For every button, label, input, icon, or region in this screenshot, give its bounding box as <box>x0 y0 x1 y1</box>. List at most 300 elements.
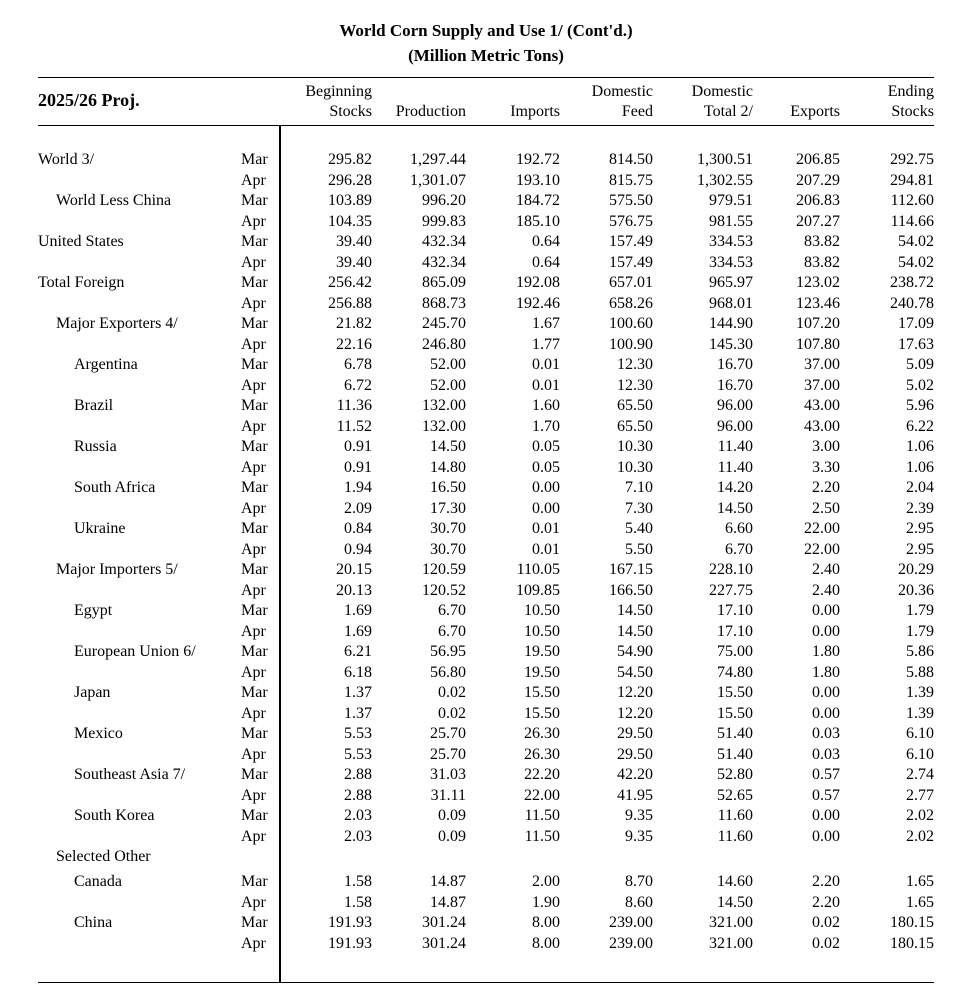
cell-value: 12.30 <box>617 376 653 394</box>
top-rule <box>38 77 934 78</box>
month-label: Mar <box>241 807 268 824</box>
month-label: Apr <box>241 893 266 911</box>
cell-value: 1.37 <box>344 704 372 722</box>
cell-value: 10.30 <box>617 438 653 455</box>
cell-value: 2.88 <box>344 766 372 783</box>
cell-value: 83.82 <box>804 253 840 271</box>
cell-value: 39.40 <box>336 233 372 250</box>
table-row <box>0 642 968 662</box>
cell-value: 296.28 <box>328 171 372 189</box>
cell-value: 6.70 <box>725 540 753 558</box>
cell-value: 192.46 <box>516 294 560 312</box>
cell-value: 1.67 <box>532 315 560 332</box>
cell-value: 1,300.51 <box>697 151 753 168</box>
row-label: World 3/ <box>38 151 95 168</box>
row-label: South Africa <box>74 479 156 496</box>
table-row <box>0 581 968 601</box>
column-header-line1: Ending <box>887 83 934 100</box>
month-label: Mar <box>241 479 268 496</box>
cell-value: 0.02 <box>438 684 466 701</box>
cell-value: 15.50 <box>524 704 560 722</box>
month-label: Apr <box>241 212 266 230</box>
cell-value: 20.13 <box>336 581 372 599</box>
cell-value: 256.42 <box>328 274 372 291</box>
row-label: Brazil <box>74 397 114 414</box>
cell-value: 1.06 <box>906 458 934 476</box>
cell-value: 0.03 <box>812 745 840 763</box>
table-row <box>0 417 968 437</box>
table-title: World Corn Supply and Use 1/ (Cont'd.) <box>339 21 633 40</box>
column-header <box>824 82 934 122</box>
cell-value: 245.70 <box>422 315 466 332</box>
table-row <box>0 893 968 913</box>
cell-value: 294.81 <box>890 171 934 189</box>
month-label: Apr <box>241 253 266 271</box>
cell-value: 6.10 <box>906 745 934 763</box>
cell-value: 238.72 <box>890 274 934 291</box>
cell-value: 0.01 <box>532 376 560 394</box>
cell-value: 29.50 <box>617 725 653 742</box>
cell-value: 9.35 <box>625 827 653 845</box>
month-label: Mar <box>241 766 268 783</box>
cell-value: 56.95 <box>430 643 466 660</box>
cell-value: 0.03 <box>812 725 840 742</box>
cell-value: 968.01 <box>709 294 753 312</box>
cell-value: 5.96 <box>906 397 934 414</box>
cell-value: 0.09 <box>438 827 466 845</box>
cell-value: 11.60 <box>717 807 753 824</box>
cell-value: 0.64 <box>532 253 560 271</box>
cell-value: 123.02 <box>796 274 840 291</box>
cell-value: 0.01 <box>532 356 560 373</box>
cell-value: 17.63 <box>898 335 934 353</box>
cell-value: 1.65 <box>906 873 934 890</box>
cell-value: 107.80 <box>796 335 840 353</box>
cell-value: 2.00 <box>532 873 560 890</box>
cell-value: 14.50 <box>717 893 753 911</box>
cell-value: 6.72 <box>344 376 372 394</box>
cell-value: 2.03 <box>344 827 372 845</box>
table-row <box>0 847 968 867</box>
cell-value: 814.50 <box>609 151 653 168</box>
column-header <box>543 82 653 122</box>
table-row <box>0 786 968 806</box>
table-row <box>0 934 968 954</box>
column-header-line1: Domestic <box>591 83 653 100</box>
cell-value: 114.66 <box>890 212 934 230</box>
table-row <box>0 724 968 744</box>
cell-value: 104.35 <box>328 212 372 230</box>
cell-value: 29.50 <box>617 745 653 763</box>
cell-value: 432.34 <box>422 253 466 271</box>
cell-value: 321.00 <box>709 934 753 952</box>
cell-value: 1.58 <box>344 873 372 890</box>
cell-value: 54.50 <box>617 663 653 681</box>
table-row <box>0 294 968 314</box>
cell-value: 8.00 <box>532 914 560 931</box>
table-row <box>0 314 968 334</box>
cell-value: 1,297.44 <box>410 151 466 168</box>
cell-value: 206.85 <box>796 151 840 168</box>
cell-value: 0.94 <box>344 540 372 558</box>
month-label: Mar <box>241 274 268 291</box>
cell-value: 54.02 <box>898 233 934 250</box>
cell-value: 0.00 <box>812 602 840 619</box>
table-row <box>0 232 968 252</box>
cell-value: 112.60 <box>890 192 934 209</box>
cell-value: 1.39 <box>906 684 934 701</box>
month-label: Mar <box>241 233 268 250</box>
month-label: Mar <box>241 520 268 537</box>
cell-value: 2.40 <box>812 561 840 578</box>
table-row <box>0 212 968 232</box>
cell-value: 292.75 <box>890 151 934 168</box>
cell-value: 0.02 <box>812 934 840 952</box>
cell-value: 2.02 <box>906 807 934 824</box>
cell-value: 184.72 <box>516 192 560 209</box>
cell-value: 120.52 <box>422 581 466 599</box>
cell-value: 166.50 <box>609 581 653 599</box>
cell-value: 120.59 <box>422 561 466 578</box>
column-header-line1: Domestic <box>691 83 753 100</box>
cell-value: 11.50 <box>524 807 560 824</box>
cell-value: 132.00 <box>422 397 466 414</box>
cell-value: 2.77 <box>906 786 934 804</box>
cell-value: 2.04 <box>906 479 934 496</box>
cell-value: 54.02 <box>898 253 934 271</box>
month-label: Mar <box>241 438 268 455</box>
cell-value: 52.80 <box>717 766 753 783</box>
table-row <box>0 499 968 519</box>
cell-value: 65.50 <box>617 397 653 414</box>
cell-value: 17.10 <box>717 602 753 619</box>
cell-value: 16.70 <box>717 376 753 394</box>
cell-value: 110.05 <box>516 561 560 578</box>
cell-value: 11.40 <box>717 438 753 455</box>
cell-value: 157.49 <box>609 233 653 250</box>
cell-value: 14.50 <box>430 438 466 455</box>
cell-value: 2.20 <box>812 479 840 496</box>
month-label: Mar <box>241 561 268 578</box>
cell-value: 239.00 <box>609 934 653 952</box>
cell-value: 22.00 <box>804 540 840 558</box>
cell-value: 5.40 <box>625 520 653 537</box>
cell-value: 14.80 <box>430 458 466 476</box>
cell-value: 239.00 <box>609 914 653 931</box>
cell-value: 432.34 <box>422 233 466 250</box>
month-label: Apr <box>241 540 266 558</box>
cell-value: 2.88 <box>344 786 372 804</box>
month-label: Apr <box>241 171 266 189</box>
cell-value: 180.15 <box>890 934 934 952</box>
cell-value: 868.73 <box>422 294 466 312</box>
cell-value: 17.30 <box>430 499 466 517</box>
table-row <box>0 150 968 170</box>
cell-value: 41.95 <box>617 786 653 804</box>
cell-value: 6.70 <box>438 602 466 619</box>
cell-value: 2.39 <box>906 499 934 517</box>
cell-value: 1.39 <box>906 704 934 722</box>
cell-value: 658.26 <box>609 294 653 312</box>
cell-value: 1.94 <box>344 479 372 496</box>
table-row <box>0 273 968 293</box>
cell-value: 0.00 <box>812 827 840 845</box>
cell-value: 11.36 <box>336 397 372 414</box>
cell-value: 180.15 <box>890 914 934 931</box>
cell-value: 0.00 <box>812 704 840 722</box>
table-row <box>0 827 968 847</box>
cell-value: 0.00 <box>532 479 560 496</box>
cell-value: 0.05 <box>532 458 560 476</box>
cell-value: 192.72 <box>516 151 560 168</box>
cell-value: 123.46 <box>796 294 840 312</box>
month-label: Apr <box>241 458 266 476</box>
cell-value: 1.70 <box>532 417 560 435</box>
cell-value: 65.50 <box>617 417 653 435</box>
table-row <box>0 745 968 765</box>
table-row <box>0 560 968 580</box>
cell-value: 1.60 <box>532 397 560 414</box>
row-label: Russia <box>74 438 117 455</box>
month-label: Mar <box>241 684 268 701</box>
cell-value: 334.53 <box>709 233 753 250</box>
cell-value: 96.00 <box>717 417 753 435</box>
cell-value: 5.02 <box>906 376 934 394</box>
table-row <box>0 519 968 539</box>
cell-value: 865.09 <box>422 274 466 291</box>
cell-value: 145.30 <box>709 335 753 353</box>
cell-value: 26.30 <box>524 745 560 763</box>
cell-value: 246.80 <box>422 335 466 353</box>
cell-value: 83.82 <box>804 233 840 250</box>
month-label: Mar <box>241 914 268 931</box>
cell-value: 1.69 <box>344 602 372 619</box>
cell-value: 37.00 <box>804 356 840 373</box>
cell-value: 25.70 <box>430 745 466 763</box>
cell-value: 107.20 <box>796 315 840 332</box>
month-label: Apr <box>241 376 266 394</box>
month-label: Apr <box>241 581 266 599</box>
row-label: Selected Other <box>56 848 151 865</box>
cell-value: 0.91 <box>344 438 372 455</box>
row-label: Total Foreign <box>38 274 125 291</box>
cell-value: 31.03 <box>430 766 466 783</box>
cell-value: 0.84 <box>344 520 372 537</box>
cell-value: 965.97 <box>709 274 753 291</box>
cell-value: 6.70 <box>438 622 466 640</box>
cell-value: 51.40 <box>717 725 753 742</box>
table-row <box>0 704 968 724</box>
month-label: Apr <box>241 745 266 763</box>
cell-value: 12.20 <box>617 684 653 701</box>
cell-value: 6.21 <box>344 643 372 660</box>
cell-value: 815.75 <box>609 171 653 189</box>
cell-value: 8.00 <box>532 934 560 952</box>
period-label: 2025/26 Proj. <box>38 90 140 110</box>
cell-value: 2.02 <box>906 827 934 845</box>
cell-value: 96.00 <box>717 397 753 414</box>
cell-value: 228.10 <box>709 561 753 578</box>
cell-value: 0.02 <box>812 914 840 931</box>
cell-value: 207.29 <box>796 171 840 189</box>
cell-value: 14.50 <box>617 602 653 619</box>
cell-value: 16.70 <box>717 356 753 373</box>
row-label: European Union 6/ <box>74 643 196 660</box>
month-label: Apr <box>241 622 266 640</box>
month-label: Mar <box>241 151 268 168</box>
cell-value: 1.69 <box>344 622 372 640</box>
cell-value: 25.70 <box>430 725 466 742</box>
cell-value: 43.00 <box>804 417 840 435</box>
cell-value: 5.53 <box>344 745 372 763</box>
cell-value: 17.10 <box>717 622 753 640</box>
cell-value: 1.90 <box>532 893 560 911</box>
cell-value: 21.82 <box>336 315 372 332</box>
cell-value: 999.83 <box>422 212 466 230</box>
table-row <box>0 191 968 211</box>
cell-value: 191.93 <box>328 934 372 952</box>
cell-value: 22.16 <box>336 335 372 353</box>
cell-value: 0.05 <box>532 438 560 455</box>
cell-value: 0.00 <box>812 684 840 701</box>
month-label: Apr <box>241 663 266 681</box>
cell-value: 0.91 <box>344 458 372 476</box>
cell-value: 43.00 <box>804 397 840 414</box>
cell-value: 979.51 <box>709 192 753 209</box>
cell-value: 15.50 <box>717 684 753 701</box>
cell-value: 240.78 <box>890 294 934 312</box>
column-header-line2: Stocks <box>891 103 934 120</box>
cell-value: 5.86 <box>906 643 934 660</box>
month-label: Mar <box>241 192 268 209</box>
cell-value: 576.75 <box>609 212 653 230</box>
cell-value: 0.01 <box>532 540 560 558</box>
cell-value: 301.24 <box>422 934 466 952</box>
cell-value: 54.90 <box>617 643 653 660</box>
cell-value: 19.50 <box>524 663 560 681</box>
cell-value: 11.50 <box>524 827 560 845</box>
cell-value: 109.85 <box>516 581 560 599</box>
cell-value: 20.15 <box>336 561 372 578</box>
cell-value: 16.50 <box>430 479 466 496</box>
cell-value: 1,302.55 <box>697 171 753 189</box>
month-label: Mar <box>241 315 268 332</box>
cell-value: 227.75 <box>709 581 753 599</box>
row-label: Mexico <box>74 725 123 742</box>
cell-value: 52.65 <box>717 786 753 804</box>
cell-value: 52.00 <box>430 356 466 373</box>
cell-value: 10.30 <box>617 458 653 476</box>
cell-value: 0.09 <box>438 807 466 824</box>
table-row <box>0 601 968 621</box>
cell-value: 22.20 <box>524 766 560 783</box>
column-header-line1: Beginning <box>305 83 372 100</box>
cell-value: 103.89 <box>328 192 372 209</box>
cell-value: 2.20 <box>812 873 840 890</box>
cell-value: 7.30 <box>625 499 653 517</box>
column-header-line2: Stocks <box>329 103 372 120</box>
cell-value: 7.10 <box>625 479 653 496</box>
cell-value: 11.60 <box>717 827 753 845</box>
cell-value: 193.10 <box>516 171 560 189</box>
cell-value: 3.30 <box>812 458 840 476</box>
cell-value: 981.55 <box>709 212 753 230</box>
cell-value: 1.06 <box>906 438 934 455</box>
cell-value: 191.93 <box>328 914 372 931</box>
cell-value: 15.50 <box>717 704 753 722</box>
cell-value: 334.53 <box>709 253 753 271</box>
column-header-line2: Production <box>395 103 466 120</box>
cell-value: 207.27 <box>796 212 840 230</box>
cell-value: 75.00 <box>717 643 753 660</box>
cell-value: 575.50 <box>609 192 653 209</box>
row-label: Canada <box>74 873 122 890</box>
cell-value: 52.00 <box>430 376 466 394</box>
table-row <box>0 458 968 478</box>
cell-value: 39.40 <box>336 253 372 271</box>
month-label: Mar <box>241 397 268 414</box>
cell-value: 100.60 <box>609 315 653 332</box>
month-label: Mar <box>241 356 268 373</box>
row-label: Ukraine <box>74 520 126 537</box>
row-label: Japan <box>74 684 111 701</box>
cell-value: 2.95 <box>906 520 934 537</box>
cell-value: 0.57 <box>812 766 840 783</box>
month-label: Mar <box>241 643 268 660</box>
cell-value: 0.64 <box>532 233 560 250</box>
cell-value: 0.00 <box>812 807 840 824</box>
cell-value: 17.09 <box>898 315 934 332</box>
cell-value: 37.00 <box>804 376 840 394</box>
cell-value: 2.03 <box>344 807 372 824</box>
cell-value: 321.00 <box>709 914 753 931</box>
column-header-line2: Imports <box>510 103 560 120</box>
cell-value: 192.08 <box>516 274 560 291</box>
table-row <box>0 765 968 785</box>
cell-value: 8.70 <box>625 873 653 890</box>
column-header-line2: Total 2/ <box>703 103 753 120</box>
month-label: Apr <box>241 786 266 804</box>
table-row <box>0 355 968 375</box>
cell-value: 1.77 <box>532 335 560 353</box>
cell-value: 10.50 <box>524 622 560 640</box>
table-row <box>0 335 968 355</box>
cell-value: 256.88 <box>328 294 372 312</box>
table-row <box>0 376 968 396</box>
cell-value: 42.20 <box>617 766 653 783</box>
cell-value: 14.60 <box>717 873 753 890</box>
cell-value: 15.50 <box>524 684 560 701</box>
cell-value: 31.11 <box>430 786 466 804</box>
table-row <box>0 806 968 826</box>
cell-value: 185.10 <box>516 212 560 230</box>
cell-value: 2.09 <box>344 499 372 517</box>
cell-value: 5.09 <box>906 356 934 373</box>
cell-value: 100.90 <box>609 335 653 353</box>
cell-value: 19.50 <box>524 643 560 660</box>
cell-value: 295.82 <box>328 151 372 168</box>
cell-value: 0.00 <box>812 622 840 640</box>
cell-value: 5.88 <box>906 663 934 681</box>
cell-value: 1.80 <box>812 663 840 681</box>
table-row <box>0 540 968 560</box>
table-row <box>0 396 968 416</box>
cell-value: 14.50 <box>617 622 653 640</box>
cell-value: 3.00 <box>812 438 840 455</box>
cell-value: 167.15 <box>609 561 653 578</box>
cell-value: 22.00 <box>804 520 840 537</box>
cell-value: 0.02 <box>438 704 466 722</box>
